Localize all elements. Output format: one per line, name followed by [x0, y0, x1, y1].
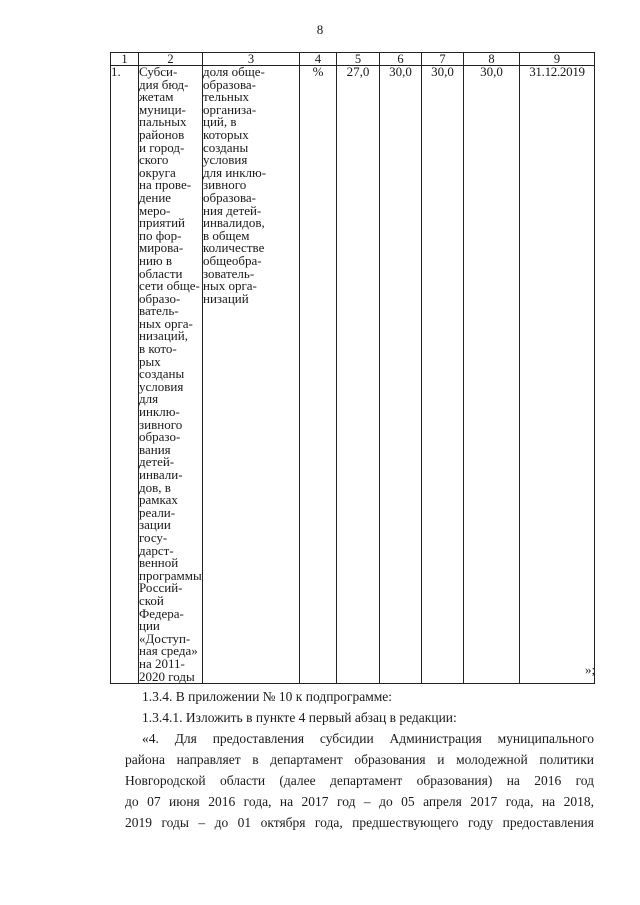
paragraph-1-3-4-1: 1.3.4.1. Изложить в пункте 4 первый абзац в редакции: [142, 710, 457, 725]
event-name-cell [139, 66, 203, 684]
header-cell-4: 4 [300, 53, 337, 66]
event-name: Субси- дия бюд- жетам муници- пальных районов и город- ского округа на прове- дение меро- приятий по фор- мирова- нию в области сети обще- образо- ватель- ных орга- низаций, в кото- рых созданы условия для инклю- зивного образо- вания детей- инвали- дов, в рамках реали- зации госу- дарст- венной программы Россий- ской Федера- ции «Доступ- ная среда» на 2011- 2020 годы [139, 64, 202, 684]
deadline-cell [520, 66, 595, 684]
header-cell-1: 1 [111, 53, 139, 66]
value-cell-5 [337, 66, 380, 684]
header-cell-5: 5 [337, 53, 380, 66]
indicator-cell [203, 66, 300, 684]
paragraph-4-line-4: до 07 июня 2016 года, на 2017 год – до 05 апреля 2017 года, на 2018, [125, 794, 594, 809]
paragraph-4-line-3: Новгородской области (далее департамент образования) на 2016 год [125, 773, 594, 788]
value-cell-6 [380, 66, 422, 684]
unit-value: % [312, 64, 324, 79]
paragraph-4-line-1: «4. Для предоставления субсидии Администрация муниципального [142, 731, 594, 746]
header-cell-9: 9 [520, 53, 595, 66]
unit-cell [300, 66, 337, 684]
paragraph-4-line-5: 2019 годы – до 01 октября года, предшествующего году предоставления [125, 815, 594, 830]
header-cell-6: 6 [380, 53, 422, 66]
row-number: 1. [111, 64, 121, 79]
table-row [111, 66, 595, 684]
header-cell-8: 8 [464, 53, 520, 66]
value-8: 30,0 [480, 64, 503, 79]
value-7: 30,0 [431, 64, 454, 79]
subsidy-table [110, 52, 595, 684]
header-cell-2: 2 [139, 53, 203, 66]
page-number: 8 [316, 22, 324, 37]
indicator-name: доля обще- образова- тельных организа- ций, в которых созданы условия для инклю- зивного образова- ния детей- инвалидов, в общем количестве общеобра- зователь- ных орга- низаций [203, 64, 267, 306]
header-cell-7: 7 [422, 53, 464, 66]
deadline-value: 31.12.2019 [529, 64, 585, 79]
value-5: 27,0 [346, 64, 370, 79]
value-cell-7 [422, 66, 464, 684]
table-closing-quote: »; [585, 662, 596, 677]
paragraph-4-line-2: района направляет в департамент образования и молодежной политики [125, 752, 594, 767]
row-number-cell [111, 66, 139, 684]
value-6: 30,0 [389, 64, 412, 79]
value-cell-8 [464, 66, 520, 684]
header-cell-3: 3 [203, 53, 300, 66]
paragraph-1-3-4: 1.3.4. В приложении № 10 к подпрограмме: [142, 689, 393, 704]
